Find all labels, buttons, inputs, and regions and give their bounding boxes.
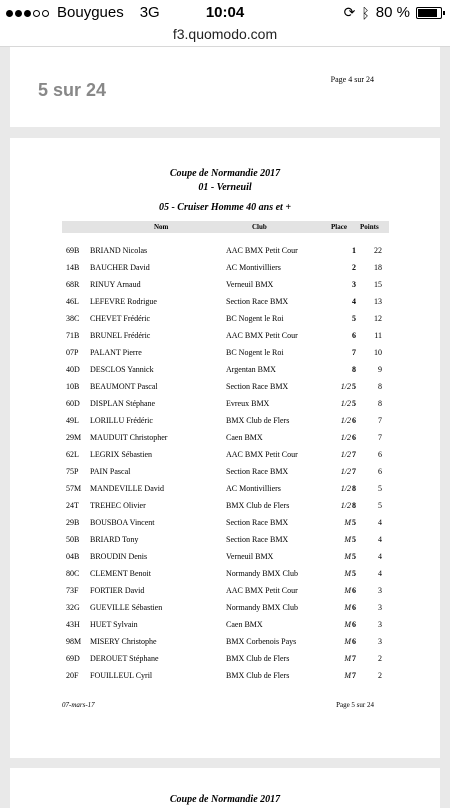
rider-name: BOUSBOA Vincent: [90, 518, 155, 527]
place-cell: [316, 297, 356, 306]
place-round: M: [344, 654, 351, 663]
points-value: 8: [378, 382, 382, 391]
bib-number: 68R: [66, 280, 80, 289]
place-number: 4: [352, 297, 356, 306]
place-number: 6: [352, 637, 356, 646]
bib-number: 75P: [66, 467, 79, 476]
club-name: Verneuil BMX: [226, 280, 274, 289]
place-cell: [316, 671, 356, 680]
place-number: 2: [352, 263, 356, 272]
rider-name: DEROUET Stéphane: [90, 654, 159, 663]
club-name: AAC BMX Petit Cour: [226, 331, 298, 340]
place-number: 3: [352, 280, 356, 289]
points-value: 2: [378, 654, 382, 663]
bib-number: 73F: [66, 586, 79, 595]
place-number: 6: [352, 433, 356, 442]
club-name: Verneuil BMX: [226, 552, 274, 561]
place-number: 1: [352, 246, 356, 255]
bib-number: 50B: [66, 535, 80, 544]
place-cell: [316, 450, 356, 459]
rider-name: LEGRIX Sébastien: [90, 450, 152, 459]
points-value: 7: [378, 416, 382, 425]
place-round: M: [344, 671, 351, 680]
place-round: 1/2: [340, 382, 351, 391]
points-value: 3: [378, 637, 382, 646]
club-name: Normandy BMX Club: [226, 603, 298, 612]
bib-number: 80C: [66, 569, 80, 578]
place-cell: [316, 331, 356, 340]
place-cell: [316, 569, 356, 578]
table-row: [10, 668, 440, 685]
place-number: 6: [352, 620, 356, 629]
club-name: BC Nogent le Roi: [226, 314, 284, 323]
rotation-lock-icon: ⟳: [343, 4, 356, 20]
results-table-header: [62, 221, 389, 233]
place-cell: [316, 382, 356, 391]
points-value: 9: [378, 365, 382, 374]
carrier-name: Bouygues: [57, 4, 124, 21]
place-number: 7: [352, 654, 356, 663]
place-number: 7: [352, 450, 356, 459]
club-name: Section Race BMX: [226, 518, 289, 527]
page-counter-badge: 5 sur 24: [38, 80, 107, 100]
table-row: [10, 413, 440, 430]
rider-name: PAIN Pascal: [90, 467, 131, 476]
table-row: [10, 651, 440, 668]
bib-number: 29B: [66, 518, 80, 527]
place-round: M: [344, 552, 351, 561]
place-round: M: [344, 586, 351, 595]
place-round: 1/2: [340, 467, 351, 476]
table-row: [10, 243, 440, 260]
place-cell: [316, 467, 356, 476]
place-number: 5: [352, 569, 356, 578]
points-value: 8: [378, 399, 382, 408]
points-value: 11: [374, 331, 382, 340]
club-name: BC Nogent le Roi: [226, 348, 284, 357]
document-title: Coupe de Normandie 2017: [169, 168, 281, 179]
rider-name: CLEMENT Benoit: [90, 569, 151, 578]
bib-number: 71B: [66, 331, 80, 340]
points-value: 4: [378, 518, 382, 527]
rider-name: MANDEVILLE David: [90, 484, 164, 493]
bib-number: 57M: [66, 484, 82, 493]
place-cell: [316, 552, 356, 561]
url-text[interactable]: f3.quomodo.com: [172, 26, 278, 42]
points-value: 6: [378, 467, 382, 476]
table-row: [10, 634, 440, 651]
points-value: 5: [378, 484, 382, 493]
table-row: [10, 600, 440, 617]
place-round: M: [344, 637, 351, 646]
bib-number: 98M: [66, 637, 82, 646]
page-number-label: Page 4 sur 24: [330, 75, 374, 84]
bib-number: 07P: [66, 348, 79, 357]
place-number: 6: [352, 586, 356, 595]
pdf-page-6: [10, 768, 440, 808]
points-value: 13: [374, 297, 382, 306]
points-value: 6: [378, 450, 382, 459]
rider-name: BRUNEL Frédéric: [90, 331, 151, 340]
place-cell: [316, 620, 356, 629]
rider-name: BRIAND Nicolas: [90, 246, 148, 255]
place-number: 7: [352, 467, 356, 476]
place-cell: [316, 654, 356, 663]
rider-name: RINUY Arnaud: [90, 280, 141, 289]
place-round: 1/2: [340, 450, 351, 459]
club-name: Argentan BMX: [226, 365, 276, 374]
address-bar[interactable]: [0, 26, 450, 47]
place-cell: [316, 246, 356, 255]
status-bar-right: [344, 4, 442, 21]
rider-name: DESCLOS Yannick: [90, 365, 154, 374]
place-number: 7: [352, 348, 356, 357]
rider-name: CHEVET Frédéric: [90, 314, 151, 323]
table-row: [10, 583, 440, 600]
club-name: Section Race BMX: [226, 297, 289, 306]
place-number: 6: [352, 331, 356, 340]
rider-name: DISPLAN Stéphane: [90, 399, 156, 408]
category-title: 05 - Cruiser Homme 40 ans et +: [158, 202, 292, 213]
rider-name: FOUILLEUL Cyril: [90, 671, 153, 680]
header-nom: Nom: [154, 223, 169, 231]
rider-name: PALANT Pierre: [90, 348, 142, 357]
next-page-title: Coupe de Normandie 2017: [169, 794, 281, 805]
bib-number: 40D: [66, 365, 80, 374]
place-number: 8: [352, 484, 356, 493]
table-row: [10, 447, 440, 464]
place-number: 8: [352, 365, 356, 374]
club-name: AAC BMX Petit Cour: [226, 246, 298, 255]
club-name: Section Race BMX: [226, 467, 289, 476]
rider-name: FORTIER David: [90, 586, 145, 595]
points-value: 2: [378, 671, 382, 680]
bib-number: 10B: [66, 382, 80, 391]
points-value: 12: [374, 314, 382, 323]
bib-number: 04B: [66, 552, 80, 561]
rider-name: GUEVILLE Sébastien: [90, 603, 163, 612]
table-row: [10, 328, 440, 345]
club-name: BMX Club de Flers: [226, 501, 290, 510]
rider-name: MISERY Christophe: [90, 637, 157, 646]
club-name: BMX Corbenois Pays: [226, 637, 297, 646]
place-round: M: [344, 620, 351, 629]
club-name: BMX Club de Flers: [226, 654, 290, 663]
place-cell: [316, 535, 356, 544]
table-row: [10, 311, 440, 328]
rider-name: LORILLU Frédéric: [90, 416, 153, 425]
place-round: M: [344, 569, 351, 578]
table-row: [10, 430, 440, 447]
results-table-body: [10, 243, 440, 685]
points-value: 3: [378, 620, 382, 629]
bib-number: 60D: [66, 399, 80, 408]
header-points: Points: [360, 223, 379, 231]
place-cell: [316, 314, 356, 323]
place-cell: [316, 637, 356, 646]
place-number: 7: [352, 671, 356, 680]
place-round: 1/2: [340, 433, 351, 442]
table-row: [10, 566, 440, 583]
place-cell: [316, 586, 356, 595]
place-cell: [316, 603, 356, 612]
network-type: 3G: [139, 4, 160, 21]
place-cell: [316, 484, 356, 493]
table-row: [10, 345, 440, 362]
place-number: 5: [352, 314, 356, 323]
club-name: Section Race BMX: [226, 382, 289, 391]
table-row: [10, 617, 440, 634]
table-row: [10, 549, 440, 566]
club-name: Caen BMX: [226, 433, 263, 442]
bib-number: 20F: [66, 671, 79, 680]
club-name: AC Montivilliers: [226, 263, 281, 272]
rider-name: HUET Sylvain: [90, 620, 138, 629]
table-row: [10, 464, 440, 481]
battery-percent: 80 %: [375, 4, 410, 21]
club-name: Caen BMX: [226, 620, 263, 629]
rider-name: MAUDUIT Christopher: [90, 433, 168, 442]
table-row: [10, 294, 440, 311]
event-subtitle: 01 - Verneuil: [198, 182, 252, 193]
bib-number: 29M: [66, 433, 82, 442]
place-number: 5: [352, 518, 356, 527]
points-value: 10: [374, 348, 382, 357]
table-row: [10, 515, 440, 532]
status-bar: [0, 0, 450, 26]
place-number: 6: [352, 603, 356, 612]
place-round: 1/2: [340, 501, 351, 510]
place-cell: [316, 399, 356, 408]
table-row: [10, 362, 440, 379]
club-name: Normandy BMX Club: [226, 569, 298, 578]
place-round: 1/2: [340, 416, 351, 425]
table-row: [10, 260, 440, 277]
bib-number: 62L: [66, 450, 79, 459]
bib-number: 46L: [66, 297, 79, 306]
place-round: M: [344, 518, 351, 527]
points-value: 4: [378, 569, 382, 578]
place-number: 5: [352, 382, 356, 391]
place-number: 5: [352, 399, 356, 408]
table-row: [10, 396, 440, 413]
club-name: Evreux BMX: [226, 399, 270, 408]
place-cell: [316, 263, 356, 272]
footer-page-number: Page 5 sur 24: [336, 701, 374, 709]
place-number: 5: [352, 552, 356, 561]
bib-number: 69D: [66, 654, 80, 663]
club-name: BMX Club de Flers: [226, 416, 290, 425]
rider-name: LEFEVRE Rodrigue: [90, 297, 157, 306]
points-value: 3: [378, 603, 382, 612]
points-value: 18: [374, 263, 382, 272]
place-cell: [316, 416, 356, 425]
place-round: 1/2: [340, 484, 351, 493]
points-value: 4: [378, 535, 382, 544]
club-name: AC Montivilliers: [226, 484, 281, 493]
points-value: 22: [374, 246, 382, 255]
bib-number: 43H: [66, 620, 80, 629]
table-row: [10, 532, 440, 549]
club-name: BMX Club de Flers: [226, 671, 290, 680]
place-cell: [316, 365, 356, 374]
club-name: Section Race BMX: [226, 535, 289, 544]
rider-name: BROUDIN Denis: [90, 552, 148, 561]
bib-number: 38C: [66, 314, 80, 323]
bluetooth-icon: ᛒ: [361, 4, 370, 21]
points-value: 7: [378, 433, 382, 442]
footer-date: 07-mars-17: [62, 701, 95, 709]
place-number: 6: [352, 416, 356, 425]
points-value: 3: [378, 586, 382, 595]
header-club: Club: [252, 223, 267, 231]
rider-name: TREHEC Olivier: [90, 501, 146, 510]
place-round: 1/2: [340, 399, 351, 408]
header-place: Place: [331, 223, 347, 231]
bib-number: 69B: [66, 246, 80, 255]
club-name: AAC BMX Petit Cour: [226, 450, 298, 459]
place-round: M: [344, 535, 351, 544]
place-cell: [316, 280, 356, 289]
table-row: [10, 481, 440, 498]
place-cell: [316, 518, 356, 527]
rider-name: BRIARD Tony: [90, 535, 139, 544]
clock: 10:04: [205, 4, 245, 21]
place-cell: [316, 348, 356, 357]
battery-icon: [416, 7, 442, 19]
club-name: AAC BMX Petit Cour: [226, 586, 298, 595]
points-value: 5: [378, 501, 382, 510]
points-value: 4: [378, 552, 382, 561]
table-row: [10, 277, 440, 294]
place-cell: [316, 433, 356, 442]
bib-number: 14B: [66, 263, 80, 272]
bib-number: 49L: [66, 416, 79, 425]
place-round: M: [344, 603, 351, 612]
bib-number: 24T: [66, 501, 79, 510]
place-number: 8: [352, 501, 356, 510]
bib-number: 32G: [66, 603, 80, 612]
table-row: [10, 498, 440, 515]
points-value: 15: [374, 280, 382, 289]
place-number: 5: [352, 535, 356, 544]
rider-name: BEAUMONT Pascal: [90, 382, 158, 391]
table-row: [10, 379, 440, 396]
rider-name: BAUCHER David: [90, 263, 150, 272]
pdf-page-5: [10, 138, 440, 758]
place-cell: [316, 501, 356, 510]
